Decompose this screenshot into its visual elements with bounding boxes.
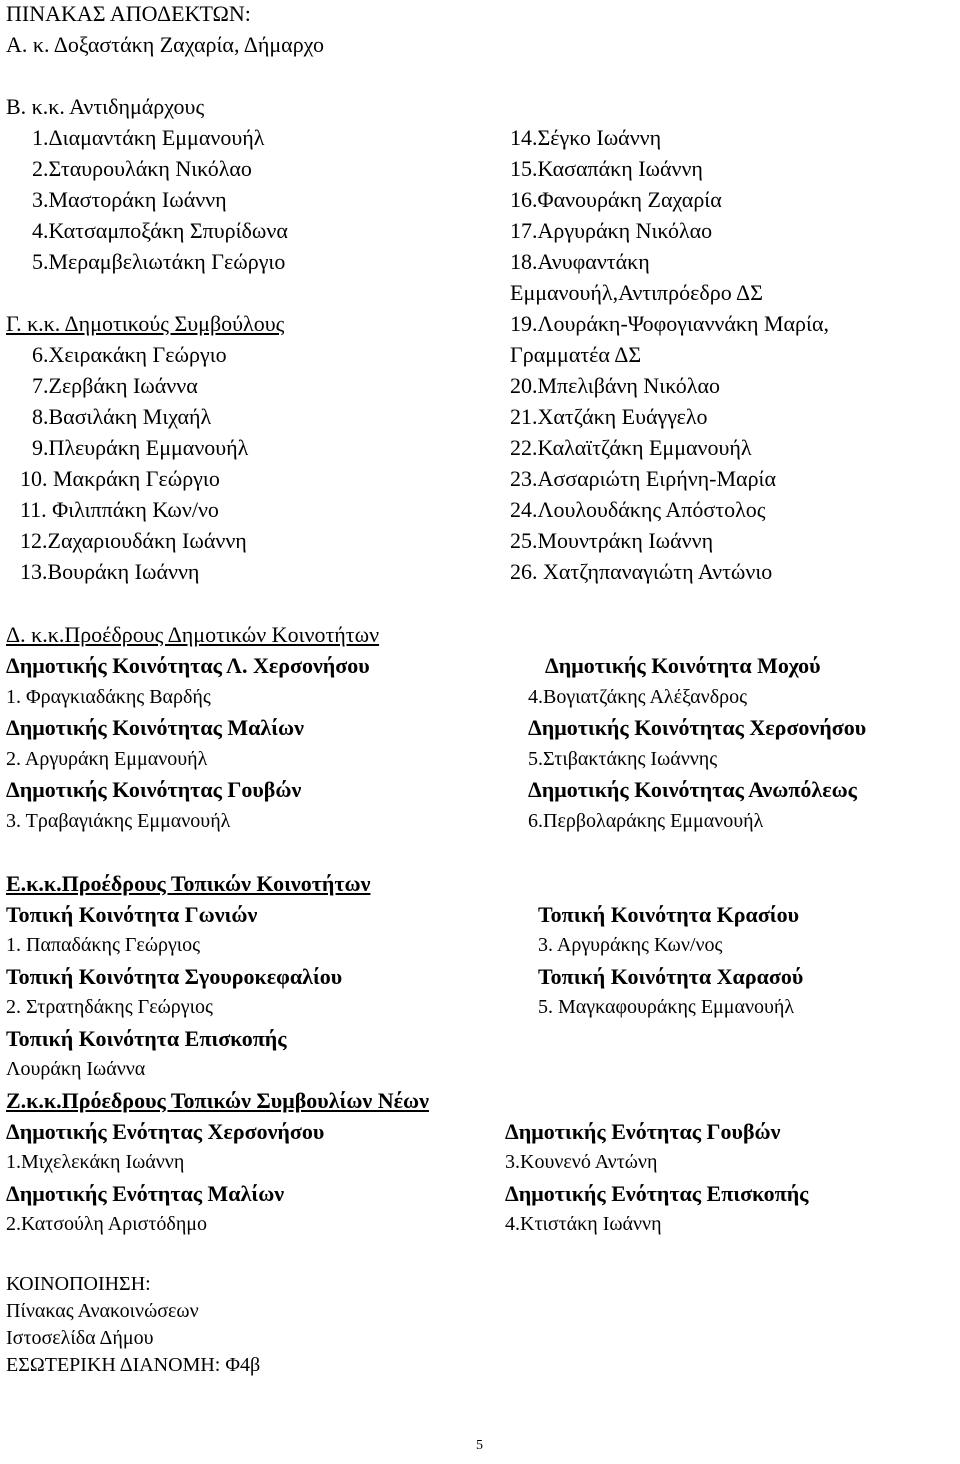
local-heading-gonies: Τοπική Κοινότητα Γωνιών bbox=[6, 902, 258, 927]
councillor-19-role: Γραμματέα ΔΣ bbox=[510, 342, 642, 367]
local-president-5: 5. Μαγκαφουράκης Εμμανουήλ bbox=[538, 996, 795, 1018]
community-president-6: 6.Περβολαράκης Εμμανουήλ bbox=[528, 810, 764, 832]
councillor-24: 24.Λουλουδάκης Απόστολος bbox=[510, 497, 766, 522]
youth-heading-malia: Δημοτικής Ενότητας Μαλίων bbox=[6, 1181, 285, 1206]
councillor-18-role: Εμμανουήλ,Αντιπρόεδρο ΔΣ bbox=[510, 280, 763, 305]
community-heading-malia: Δημοτικής Κοινότητας Μαλίων bbox=[6, 715, 304, 740]
councillor-16: 16.Φανουράκη Ζαχαρία bbox=[510, 187, 722, 212]
councillor-11: 11. Φιλιππάκη Κων/νο bbox=[20, 497, 219, 522]
councillor-23: 23.Ασσαριώτη Ειρήνη-Μαρία bbox=[510, 466, 776, 491]
notification-item-board: Πίνακας Ανακοινώσεων bbox=[6, 1300, 199, 1322]
local-president-episkopi: Λουράκη Ιωάννα bbox=[6, 1058, 146, 1080]
deputy-mayor-3: 3.Μαστοράκη Ιωάννη bbox=[32, 187, 227, 212]
councillor-12: 12.Ζαχαριουδάκη Ιωάννη bbox=[20, 528, 247, 553]
councillor-21: 21.Χατζάκη Ευάγγελο bbox=[510, 404, 708, 429]
community-heading-mochos: Δημοτικής Κοινότητα Μοχού bbox=[545, 653, 821, 678]
local-heading-sgourokefali: Τοπική Κοινότητα Σγουροκεφαλίου bbox=[6, 964, 343, 989]
councillor-7: 7.Ζερβάκη Ιωάννα bbox=[32, 373, 198, 398]
councillor-26: 26. Χατζηπαναγιώτη Αντώνιο bbox=[510, 559, 773, 584]
notification-title: ΚΟΙΝΟΠΟΙΗΣΗ: bbox=[6, 1273, 151, 1295]
local-president-1: 1. Παπαδάκης Γεώργιος bbox=[6, 934, 201, 956]
community-heading-chersonissos-l: Δημοτικής Κοινότητας Λ. Χερσονήσου bbox=[6, 653, 370, 678]
community-president-3: 3. Τραβαγιάκης Εμμανουήλ bbox=[6, 810, 231, 832]
deputy-mayor-1: 1.Διαμαντάκη Εμμανουήλ bbox=[32, 125, 265, 150]
youth-president-4: 4.Κτιστάκη Ιωάννη bbox=[505, 1213, 662, 1235]
youth-president-2: 2.Κατσούλη Αριστόδημο bbox=[6, 1213, 208, 1235]
councillor-14: 14.Σέγκο Ιωάννη bbox=[510, 125, 662, 150]
councillor-17: 17.Αργυράκη Νικόλαο bbox=[510, 218, 713, 243]
community-heading-chersonissos: Δημοτικής Κοινότητας Χερσονήσου bbox=[528, 715, 867, 740]
local-heading-krasi: Τοπική Κοινότητα Κρασίου bbox=[538, 902, 800, 927]
community-president-2: 2. Αργυράκη Εμμανουήλ bbox=[6, 748, 208, 770]
community-president-4: 4.Βογιατζάκης Αλέξανδρος bbox=[528, 686, 748, 708]
community-president-5: 5.Στιβακτάκης Ιωάννης bbox=[528, 748, 718, 770]
deputy-mayor-2: 2.Σταυρουλάκη Νικόλαο bbox=[32, 156, 252, 181]
section-b-heading: Β. κ.κ. Αντιδημάρχους bbox=[6, 94, 205, 119]
recipients-title: ΠΙΝΑΚΑΣ ΑΠΟΔΕΚΤΩΝ: bbox=[6, 1, 251, 26]
councillor-13: 13.Βουράκη Ιωάννη bbox=[20, 559, 200, 584]
youth-heading-gouves: Δημοτικής Ενότητας Γουβών bbox=[505, 1119, 781, 1144]
councillor-22: 22.Καλαϊτζάκη Εμμανουήλ bbox=[510, 435, 752, 460]
councillor-15: 15.Κασαπάκη Ιωάννη bbox=[510, 156, 703, 181]
councillor-25: 25.Μουντράκη Ιωάννη bbox=[510, 528, 714, 553]
deputy-mayor-5: 5.Μεραμβελιωτάκη Γεώργιο bbox=[32, 249, 286, 274]
youth-heading-chersonissos: Δημοτικής Ενότητας Χερσονήσου bbox=[6, 1119, 325, 1144]
councillor-18: 18.Ανυφαντάκη bbox=[510, 249, 650, 274]
community-president-1: 1. Φραγκιαδάκης Βαρδής bbox=[6, 686, 211, 708]
councillor-9: 9.Πλευράκη Εμμανουήλ bbox=[32, 435, 249, 460]
page-number: 5 bbox=[476, 1438, 483, 1453]
section-e-heading: Ε.κ.κ.Προέδρους Τοπικών Κοινοτήτων bbox=[6, 871, 371, 896]
notification-item-website: Ιστοσελίδα Δήμου bbox=[6, 1327, 154, 1349]
notification-item-internal: ΕΣΩΤΕΡΙΚΗ ΔΙΑΝΟΜΗ: Φ4β bbox=[6, 1354, 261, 1376]
councillor-6: 6.Χειρακάκη Γεώργιο bbox=[32, 342, 227, 367]
local-heading-charasos: Τοπική Κοινότητα Χαρασού bbox=[538, 964, 804, 989]
local-president-2: 2. Στρατηδάκης Γεώργιος bbox=[6, 996, 213, 1018]
local-heading-episkopi: Τοπική Κοινότητα Επισκοπής bbox=[6, 1026, 287, 1051]
section-d-heading: Δ. κ.κ.Προέδρους Δημοτικών Κοινοτήτων bbox=[6, 622, 380, 647]
youth-heading-episkopi: Δημοτικής Ενότητας Επισκοπής bbox=[505, 1181, 809, 1206]
local-president-3: 3. Αργυράκης Κων/νος bbox=[538, 934, 723, 956]
section-a-mayor: Α. κ. Δοξαστάκη Ζαχαρία, Δήμαρχο bbox=[6, 32, 324, 57]
councillor-8: 8.Βασιλάκη Μιχαήλ bbox=[32, 404, 212, 429]
councillor-10: 10. Μακράκη Γεώργιο bbox=[20, 466, 220, 491]
section-z-heading: Ζ.κ.κ.Πρόεδρους Τοπικών Συμβουλίων Νέων bbox=[6, 1088, 429, 1113]
councillor-19: 19.Λουράκη-Ψοφογιαννάκη Μαρία, bbox=[510, 311, 829, 336]
deputy-mayor-4: 4.Κατσαμποξάκη Σπυρίδωνα bbox=[32, 218, 288, 243]
section-c-heading: Γ. κ.κ. Δημοτικούς Συμβούλους bbox=[6, 311, 285, 336]
councillor-20: 20.Μπελιβάνη Νικόλαο bbox=[510, 373, 720, 398]
youth-president-3: 3.Κουνενό Αντώνη bbox=[505, 1151, 658, 1173]
community-heading-gouves: Δημοτικής Κοινότητας Γουβών bbox=[6, 777, 302, 802]
youth-president-1: 1.Μιχελεκάκη Ιωάννη bbox=[6, 1151, 185, 1173]
community-heading-anopoli: Δημοτικής Κοινότητας Ανωπόλεως bbox=[528, 777, 857, 802]
